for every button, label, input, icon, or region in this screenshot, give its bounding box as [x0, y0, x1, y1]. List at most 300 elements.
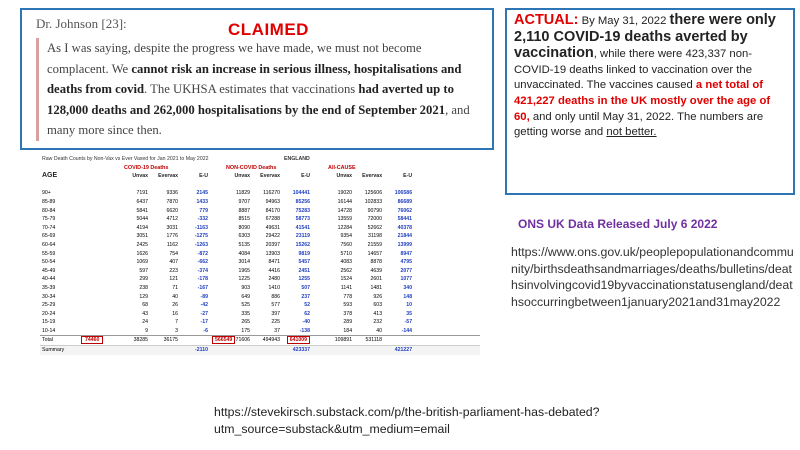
count-cell: 4416 — [268, 267, 281, 274]
count-cell: 1481 — [370, 284, 383, 291]
spacer-cell — [312, 336, 326, 346]
table-row — [40, 198, 480, 207]
count-cell: 223 — [169, 267, 178, 274]
difference-cell: -332 — [197, 216, 208, 223]
spacer-cell — [312, 232, 326, 241]
spacer-cell — [210, 346, 224, 355]
age-cell: 75-79 — [42, 216, 56, 223]
total-label: Total — [42, 337, 53, 344]
difference-cell: -57 — [404, 319, 413, 326]
difference-cell: 52 — [304, 302, 311, 309]
spacer-cell — [414, 336, 480, 346]
spacer-cell — [414, 224, 480, 233]
column-header: E-U — [403, 173, 413, 180]
age-header: AGE — [42, 172, 58, 180]
count-cell: 13559 — [337, 216, 353, 223]
spacer-cell — [414, 275, 480, 284]
difference-cell: -6 — [203, 327, 208, 334]
difference-cell: 1255 — [298, 276, 311, 283]
difference-cell: 35 — [406, 310, 413, 317]
quote-part-2: cannot risk an increase in serious illness, hospitalisations and deaths from covid — [47, 61, 462, 96]
table-row — [40, 189, 480, 198]
spacer-cell — [312, 207, 326, 216]
spacer-cell — [312, 301, 326, 310]
count-cell: 7870 — [166, 198, 178, 205]
spacer-cell — [210, 232, 224, 241]
death-counts-table — [40, 155, 480, 374]
count-cell: 903 — [241, 284, 251, 291]
difference-cell: -89 — [200, 293, 208, 300]
count-cell: 778 — [343, 293, 353, 300]
spacer-cell — [210, 293, 224, 302]
table-title: Raw Death Counts by Non-Vax vs Ever Vaxed for Jan 2021 to May 2022 — [42, 156, 209, 162]
spacer-cell — [312, 318, 326, 327]
actual-part-1: By May 31, 2022 — [578, 15, 670, 27]
column-header: Evervax — [260, 173, 281, 180]
difference-cell: 104441 — [292, 190, 311, 197]
count-cell: 29422 — [265, 233, 281, 240]
count-cell: 397 — [271, 310, 281, 317]
count-cell: 335 — [241, 310, 251, 317]
spacer-cell — [210, 301, 224, 310]
difference-cell: 2451 — [298, 267, 311, 274]
count-cell: 116270 — [263, 190, 281, 197]
count-cell: 5710 — [340, 250, 353, 257]
spacer-cell — [414, 250, 480, 259]
count-cell: 14728 — [337, 207, 353, 214]
spacer-cell — [414, 267, 480, 276]
spacer-cell — [414, 293, 480, 302]
age-cell: 45-49 — [42, 267, 56, 274]
count-cell: 6303 — [238, 233, 251, 240]
count-cell: 4639 — [370, 267, 383, 274]
count-cell: 125606 — [364, 190, 383, 197]
count-cell: 1225 — [238, 276, 251, 283]
table-group-row — [40, 164, 480, 173]
count-cell: 1410 — [268, 284, 281, 291]
count-cell: 5841 — [136, 207, 148, 214]
difference-cell: 5457 — [298, 259, 311, 266]
count-cell: 40 — [172, 293, 178, 300]
count-cell: 71 — [172, 284, 178, 291]
difference-cell: -872 — [197, 250, 208, 257]
spacer-cell — [414, 327, 480, 336]
difference-cell: -1263 — [194, 241, 208, 248]
spacer-cell — [210, 318, 224, 327]
total-box-covid: 74460 — [81, 336, 103, 344]
age-cell: 80-84 — [42, 207, 56, 214]
spacer-cell — [180, 336, 210, 346]
total-label-cell — [40, 336, 122, 346]
table-header-row — [40, 172, 480, 181]
actual-text-box — [505, 8, 795, 195]
claimed-quote-box — [20, 8, 494, 150]
table-summary-row — [40, 346, 480, 355]
spacer-cell — [414, 301, 480, 310]
count-cell: 7191 — [136, 190, 148, 197]
table-row — [40, 215, 480, 224]
age-cell: 15-19 — [42, 319, 56, 326]
difference-cell: -374 — [197, 267, 208, 274]
actual-label: ACTUAL: — [514, 12, 579, 28]
spacer-cell — [312, 258, 326, 267]
spacer-cell — [210, 327, 224, 336]
spacer-cell — [210, 284, 224, 293]
count-cell: 597 — [139, 267, 148, 274]
quote-text — [36, 38, 482, 141]
spacer-cell — [414, 318, 480, 327]
spacer-cell — [312, 284, 326, 293]
spacer-cell — [210, 267, 224, 276]
spacer-cell — [210, 215, 224, 224]
spacer-cell — [210, 189, 224, 198]
count-cell: 413 — [373, 310, 383, 317]
age-cell: 35-39 — [42, 284, 56, 291]
count-cell: 52662 — [367, 224, 383, 231]
count-cell: 72000 — [367, 216, 383, 223]
count-cell: 67288 — [265, 216, 281, 223]
age-cell: 60-64 — [42, 241, 56, 248]
count-cell: 16 — [172, 310, 178, 317]
column-header: Evervax — [362, 173, 383, 180]
spacer-cell — [414, 215, 480, 224]
count-cell: 40 — [376, 327, 383, 334]
difference-cell: 23119 — [295, 233, 311, 240]
count-cell: 1524 — [340, 276, 353, 283]
difference-cell: 41541 — [295, 224, 311, 231]
count-cell: 21559 — [367, 241, 383, 248]
difference-cell: -167 — [197, 284, 208, 291]
count-cell: 121 — [169, 276, 178, 283]
difference-cell: 2077 — [400, 267, 413, 274]
difference-cell: 4795 — [400, 259, 413, 266]
difference-cell: 85256 — [295, 198, 311, 205]
spacer-cell — [414, 284, 480, 293]
table-row — [40, 258, 480, 267]
count-cell: 2480 — [268, 276, 281, 283]
group-noncovid: NON-COVID Deaths — [226, 164, 277, 171]
count-cell: 378 — [343, 310, 353, 317]
count-cell: 8515 — [238, 216, 251, 223]
spacer-cell — [122, 346, 150, 355]
count-cell: 4084 — [238, 250, 251, 257]
count-cell: 19020 — [337, 190, 353, 197]
spacer-cell — [210, 310, 224, 319]
ons-title: ONS UK Data Released July 6 2022 — [518, 217, 718, 231]
spacer-cell — [384, 336, 414, 346]
quote-part-5: , and many more since then. — [47, 102, 470, 137]
column-header: Unvax — [132, 173, 148, 180]
column-header: Unvax — [336, 173, 353, 180]
count-cell: 3031 — [166, 224, 178, 231]
quote-part-4: had averted up to 128,000 deaths and 262,000 hospitalisations by the end of September 2021 — [47, 82, 454, 117]
spacer-cell — [414, 207, 480, 216]
total-box-allcause: 641009 — [287, 336, 310, 344]
count-cell: 43 — [142, 310, 148, 317]
count-cell: 129 — [139, 293, 148, 300]
count-cell: 1965 — [238, 267, 251, 274]
count-cell: 3014 — [238, 259, 251, 266]
count-cell: 13903 — [265, 250, 281, 257]
table-separator-row — [40, 181, 480, 190]
spacer-cell — [326, 346, 354, 355]
count-cell: 102833 — [364, 198, 383, 205]
count-cell: 603 — [373, 302, 383, 309]
table-region: ENGLAND — [284, 156, 310, 162]
count-cell: 14657 — [367, 250, 383, 257]
count-cell: 232 — [373, 319, 383, 326]
difference-cell: 1433 — [196, 198, 208, 205]
difference-cell: 237 — [301, 293, 311, 300]
difference-cell: 21844 — [397, 233, 413, 240]
difference-cell: 148 — [403, 293, 413, 300]
spacer-cell — [210, 250, 224, 259]
spacer-cell — [210, 224, 224, 233]
spacer-cell — [40, 181, 480, 190]
age-cell: 70-74 — [42, 224, 56, 231]
count-cell: 407 — [169, 259, 178, 266]
spacer-cell — [210, 164, 224, 173]
age-cell: 65-69 — [42, 233, 56, 240]
count-cell: 4712 — [166, 216, 178, 223]
count-cell: 494943 — [252, 336, 282, 346]
count-cell: 38285 — [122, 336, 150, 346]
count-cell: 3051 — [136, 233, 148, 240]
spacer-cell — [312, 346, 326, 355]
count-cell: 12284 — [337, 224, 353, 231]
count-cell: 90790 — [367, 207, 383, 214]
spacer-cell — [414, 310, 480, 319]
age-cell: 55-59 — [42, 250, 56, 257]
count-cell: 11829 — [236, 190, 251, 197]
count-cell: 7560 — [340, 241, 353, 248]
difference-cell: 779 — [199, 207, 208, 214]
table-row — [40, 284, 480, 293]
count-cell: 926 — [373, 293, 383, 300]
difference-cell: 340 — [403, 284, 413, 291]
group-allcause: All-CAUSE — [328, 164, 356, 171]
count-cell: 1141 — [340, 284, 353, 291]
count-cell: 649 — [241, 293, 251, 300]
count-cell: 1069 — [136, 259, 148, 266]
spacer-cell — [414, 241, 480, 250]
table-row — [40, 310, 480, 319]
count-cell: 9336 — [166, 190, 178, 197]
count-cell: 577 — [271, 302, 281, 309]
count-cell: 8878 — [370, 259, 383, 266]
count-cell: 5044 — [136, 216, 148, 223]
difference-cell: 13999 — [397, 241, 413, 248]
count-cell: 1162 — [166, 241, 178, 248]
actual-part-5: and only until May 31, 2022. The numbers are getting worse and — [514, 110, 764, 139]
spacer-cell — [210, 207, 224, 216]
quote-part-1: As I was saying, despite the progress we have made, we must not become complacent. We — [47, 41, 422, 76]
spacer-cell — [354, 346, 384, 355]
age-cell: 85-89 — [42, 198, 56, 205]
actual-part-2: there were only 2,110 COVID-19 deaths averted by vaccination — [514, 12, 776, 62]
spacer-cell — [312, 198, 326, 207]
difference-cell: 76062 — [397, 207, 413, 214]
spacer-cell — [210, 172, 224, 181]
count-cell: 8887 — [238, 207, 251, 214]
difference-cell: -1163 — [195, 224, 208, 231]
difference-cell: 2145 — [196, 190, 208, 197]
count-cell: 9354 — [340, 233, 353, 240]
spacer-cell — [312, 327, 326, 336]
spacer-cell — [40, 164, 122, 173]
count-cell: 37 — [274, 327, 281, 334]
spacer-cell — [414, 258, 480, 267]
table-row — [40, 293, 480, 302]
difference-cell: -40 — [302, 319, 311, 326]
count-cell: 289 — [343, 319, 353, 326]
count-cell: 525 — [241, 302, 251, 309]
quote-part-3: . The UKHSA estimates that vaccinations — [144, 82, 359, 96]
source-url-link[interactable]: https://stevekirsch.substack.com/p/the-british-parliament-has-debated?utm_source=substack&utm_medium=email — [214, 405, 600, 436]
count-cell: 9707 — [238, 198, 251, 205]
spacer-cell — [312, 250, 326, 259]
count-cell: 299 — [139, 276, 148, 283]
count-cell: 20397 — [265, 241, 281, 248]
count-cell: 1626 — [136, 250, 148, 257]
count-cell: 593 — [343, 302, 353, 309]
age-cell: 50-54 — [42, 259, 56, 266]
spacer-cell — [210, 258, 224, 267]
difference-cell: 10 — [406, 302, 413, 309]
difference-cell: 58441 — [397, 216, 413, 223]
spacer-cell — [282, 336, 312, 346]
age-cell: 90+ — [42, 190, 51, 197]
spacer-cell — [414, 232, 480, 241]
spacer-cell — [312, 310, 326, 319]
actual-part-3: , while there were 423,337 non-COVID-19 deaths linked to vaccination over the unvaccinated. The vaccines caused — [514, 48, 753, 92]
difference-cell: 75283 — [295, 207, 311, 214]
difference-cell: 62 — [304, 310, 311, 317]
age-cell: 25-29 — [42, 302, 56, 309]
table-row — [40, 267, 480, 276]
count-cell: 49631 — [265, 224, 281, 231]
count-cell: 16144 — [337, 198, 353, 205]
spacer-cell — [312, 293, 326, 302]
count-cell: 265 — [241, 319, 251, 326]
age-cell: 40-44 — [42, 276, 56, 283]
count-cell: 225 — [271, 319, 281, 326]
difference-cell: 507 — [301, 284, 311, 291]
difference-cell: -144 — [401, 327, 413, 334]
spacer-cell — [354, 155, 480, 164]
difference-cell: 40378 — [397, 224, 413, 231]
count-cell: 531118 — [354, 336, 384, 346]
spacer-cell — [312, 241, 326, 250]
count-cell: 886 — [271, 293, 281, 300]
age-cell: 10-14 — [42, 327, 56, 334]
column-header: Evervax — [158, 173, 178, 180]
summary-covid: -2110 — [180, 346, 210, 355]
ons-url-link[interactable]: https://www.ons.gov.uk/peoplepopulationandcommunity/birthsdeathsandmarriages/deaths/bulletins/deathsinvolvingcovid19byvaccinationstatusengland/deathsoccurringbetween1january2021and31may2022 — [511, 245, 794, 309]
spacer-cell — [312, 164, 326, 173]
count-cell: 4083 — [340, 259, 353, 266]
count-cell: 175 — [241, 327, 251, 334]
count-cell: 2562 — [340, 267, 353, 274]
spacer-cell — [252, 346, 282, 355]
difference-cell: -42 — [200, 302, 208, 309]
speaker-name: Dr. Johnson [23]: — [36, 16, 127, 31]
actual-part-4: a net total of 421,227 deaths in the UK mostly over the age of 60, — [514, 79, 771, 123]
count-cell: 1776 — [166, 233, 178, 240]
table-row — [40, 301, 480, 310]
count-cell: 71606 — [224, 336, 252, 346]
count-cell: 6437 — [136, 198, 148, 205]
table-row — [40, 232, 480, 241]
spacer-cell — [210, 198, 224, 207]
spacer-cell — [312, 215, 326, 224]
count-cell: 36175 — [150, 336, 180, 346]
count-cell: 7 — [175, 319, 178, 326]
count-cell: 24 — [142, 319, 148, 326]
difference-cell: 9819 — [298, 250, 311, 257]
difference-cell: 106586 — [394, 190, 413, 197]
spacer-cell — [252, 155, 282, 164]
count-cell: 68 — [142, 302, 148, 309]
count-cell: 184 — [343, 327, 353, 334]
count-cell: 3 — [175, 327, 178, 334]
summary-allcause: 421227 — [384, 346, 414, 355]
spacer-cell — [312, 189, 326, 198]
count-cell: 9 — [145, 327, 148, 334]
spacer-cell — [312, 224, 326, 233]
difference-cell: 15262 — [295, 241, 311, 248]
difference-cell: 86689 — [397, 198, 413, 205]
count-cell: 4194 — [136, 224, 148, 231]
column-header: E-U — [301, 173, 311, 180]
table-row — [40, 207, 480, 216]
table-row — [40, 327, 480, 336]
spacer-cell — [224, 346, 252, 355]
count-cell: 31198 — [368, 233, 383, 240]
table-total-row — [40, 336, 480, 346]
claimed-label: CLAIMED — [228, 20, 309, 39]
summary-label: Summary — [40, 346, 122, 355]
spacer-cell — [210, 241, 224, 250]
table-row — [40, 275, 480, 284]
spacer-cell — [312, 267, 326, 276]
spacer-cell — [414, 198, 480, 207]
difference-cell: 58773 — [295, 216, 311, 223]
table-title-row — [40, 155, 480, 164]
spacer-cell — [414, 346, 480, 355]
count-cell: 754 — [169, 250, 178, 257]
count-cell: 84170 — [265, 207, 281, 214]
count-cell: 2601 — [370, 276, 383, 283]
count-cell: 8090 — [238, 224, 251, 231]
difference-cell: -178 — [197, 276, 208, 283]
total-box-noncovid-value: 566549 — [212, 336, 235, 344]
spacer-cell — [210, 336, 233, 346]
table-row — [40, 224, 480, 233]
table-row — [40, 250, 480, 259]
spacer-cell — [414, 164, 480, 173]
actual-part-6: not better. — [606, 126, 657, 139]
count-cell: 6620 — [166, 207, 178, 214]
spacer-cell — [312, 172, 326, 181]
spacer-cell — [150, 346, 180, 355]
spacer-cell — [414, 189, 480, 198]
count-cell: 238 — [139, 284, 148, 291]
count-cell: 2425 — [136, 241, 148, 248]
column-header: E-U — [199, 173, 208, 180]
age-cell: 20-24 — [42, 310, 56, 317]
difference-cell: -662 — [197, 259, 208, 266]
